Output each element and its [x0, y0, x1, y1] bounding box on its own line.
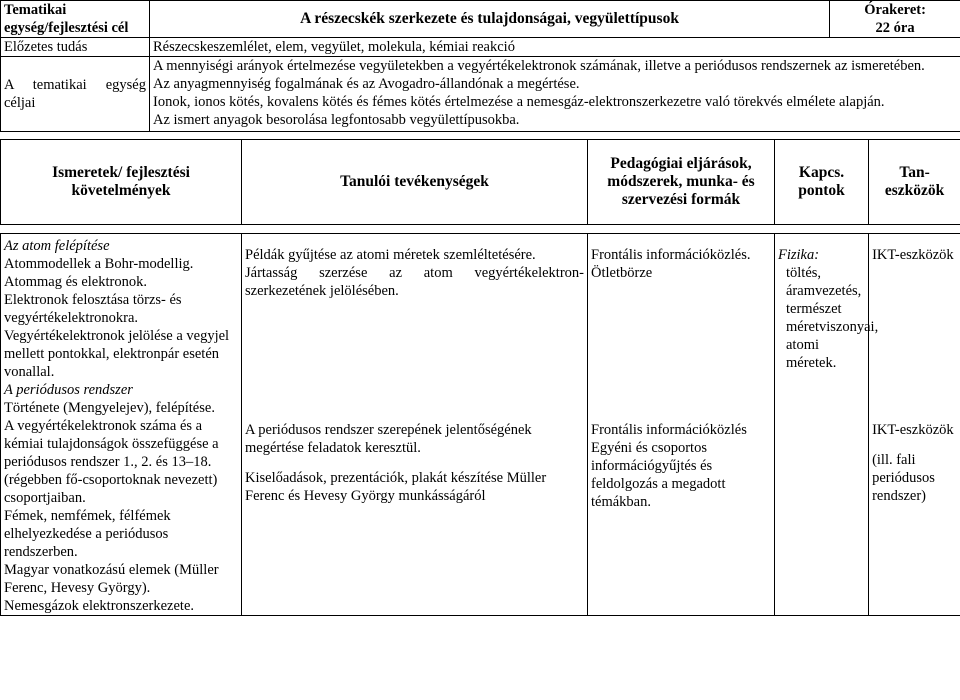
method-item: Ötletbörze	[591, 265, 653, 281]
goal-line: Ionok, ionos kötés, kovalens kötés és fémes kötés értelmezése a nemesgáz-elektronszerkezetre való törekvés elmélete alapján.	[153, 94, 885, 110]
tools-item: IKT-eszközök	[872, 247, 954, 263]
knowledge-item: Atommodellek a Bohr-modellig.	[4, 256, 194, 272]
knowledge-item: Története (Mengyelejev), felépítése.	[4, 400, 215, 416]
hours-value: 22 óra	[875, 20, 915, 36]
knowledge-item: A vegyértékelektronok száma és a kémiai tulajdonságok összefüggése a periódusos rendszer 1., 2. és 13–18. (régebben fő-csoportoknak nevezett) csoportjaiban.	[4, 418, 219, 506]
goals-text	[150, 57, 960, 132]
knowledge-item: Fémek, nemfémek, félfémek elhelyezkedése a periódusos rendszerben.	[4, 508, 171, 560]
tools-cell	[869, 234, 960, 616]
links-subject: Fizika:	[778, 247, 820, 263]
col-header-knowledge: Ismeretek/ fejlesztési követelmények	[1, 140, 242, 225]
goals-label: A tematikai egység céljai	[1, 57, 150, 132]
spacer	[1, 132, 960, 140]
knowledge-item: Atommag és elektronok.	[4, 274, 147, 290]
links-cell	[775, 234, 879, 616]
knowledge-item: Elektronok felosztása törzs- és vegyértékelektronokra.	[4, 292, 182, 326]
method-item: Egyéni és csoportos információgyűjtés és feldolgozás a megadott témákban.	[591, 440, 726, 510]
prior-knowledge-label: Előzetes tudás	[1, 38, 150, 57]
activity-item: Példák gyűjtése az atomi méretek szemléltetésére.	[245, 247, 536, 263]
knowledge-item: Nemesgázok elektronszerkezete.	[4, 598, 195, 614]
activities-block-1	[245, 246, 584, 421]
goal-line: Az anyagmennyiség fogalmának és az Avogadro-állandónak a megértése.	[153, 76, 580, 92]
activities-cell	[242, 234, 588, 616]
section-title: Az atom felépítése	[4, 238, 110, 254]
goal-line: Az ismert anyagok besorolása legfontosabb vegyülettípusokba.	[153, 112, 520, 128]
prior-knowledge-text: Részecskeszemlélet, elem, vegyület, molekula, kémiai reakció	[150, 38, 960, 57]
knowledge-cell	[1, 234, 242, 616]
tools-block-1	[872, 246, 957, 421]
activities-block-2	[245, 421, 584, 505]
tools-block-2	[872, 421, 957, 505]
topic-title: A részecskék szerkezete és tulajdonságai, vegyülettípusok	[150, 1, 830, 38]
col-header-activities: Tanulói tevékenységek	[242, 140, 588, 225]
tools-item: IKT-eszközök	[872, 422, 954, 438]
section-title: A periódusos rendszer	[4, 382, 133, 398]
prior-knowledge-row	[1, 38, 960, 57]
method-item: Frontális információközlés	[591, 422, 747, 438]
activity-item: Kiselőadások, prezentációk, plakát készítése Müller Ferenc és Hevesy György munkásságáról	[245, 470, 547, 504]
goals-row	[1, 57, 960, 132]
topic-label: Tematikai egység/fejlesztési cél	[1, 1, 150, 38]
spacer	[1, 225, 960, 234]
knowledge-item: Magyar vonatkozású elemek (Müller Ferenc, Hevesy György).	[4, 562, 219, 596]
topic-row	[1, 1, 960, 38]
methods-block-2	[591, 421, 771, 511]
content-row	[1, 234, 960, 616]
method-item: Frontális információközlés.	[591, 247, 751, 263]
hours-label: Órakeret:	[864, 2, 926, 18]
col-header-methods: Pedagógiai eljárások, módszerek, munka- és szervezési formák	[588, 140, 775, 225]
activity-item: Jártasság szerzése az atom vegyértékelektron-szerkezetének jelölésében.	[245, 265, 584, 299]
col-header-links: Kapcs. pontok	[775, 140, 869, 225]
methods-cell	[588, 234, 775, 616]
tools-note: (ill. fali periódusos rendszer)	[872, 452, 935, 504]
col-header-tools: Tan-eszközök	[869, 140, 960, 225]
hours-cell	[830, 1, 960, 38]
goal-line: A mennyiségi arányok értelmezése vegyületekben a vegyértékelektronok számának, illetve a periódusos rendszernek az ismeretében.	[153, 58, 925, 74]
methods-block-1	[591, 246, 771, 421]
column-header-row	[1, 140, 960, 225]
links-text: töltés, áramvezetés, természet méretviszonyai, atomi méretek.	[786, 265, 879, 371]
activity-item: A periódusos rendszer szerepének jelentőségének megértése feladatok keresztül.	[245, 422, 532, 456]
knowledge-item: Vegyértékelektronok jelölése a vegyjel mellett pontokkal, elektronpár esetén vonallal.	[4, 328, 230, 380]
